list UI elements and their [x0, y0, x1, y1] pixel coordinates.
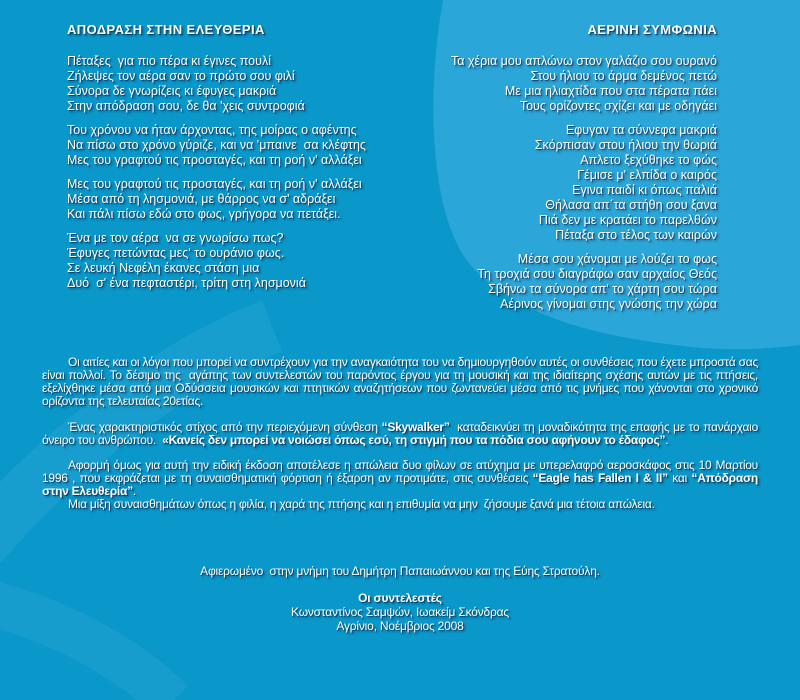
lyric-line: Πέταξες για πιο πέρα κι έγινες πουλί [67, 54, 271, 68]
lyric-line: Μέσα σου χάνομαι με λούζει το φως [517, 252, 717, 266]
lyric-line: Γέμισε μ' ελπίδα ο καιρός [577, 168, 717, 182]
credits-block [0, 592, 800, 633]
lyric-line: Και πάλι πίσω εδώ στο φως, γρήγορα να πετάξει. [67, 207, 341, 221]
stanza [451, 123, 717, 243]
stanza [67, 123, 366, 168]
body-text: και [667, 471, 692, 486]
lyric-line: Μες του γραφτού τις προσταγές, και τη ροή ν' αλλάξει [67, 153, 362, 167]
lyric-line: Πιά δεν με κρατάει το παρελθών [538, 213, 717, 227]
lyric-line: Απλετο ξεχύθηκε το φώς [580, 153, 717, 167]
lyric-line: Τους ορίζοντες σχίζει και με οδηγάει [519, 99, 717, 113]
lyric-line: Θήλασα απ΄τα στήθη σου ξανα [545, 198, 717, 212]
stanza [67, 231, 366, 291]
body-text: Μια μίξη συναισθημάτων όπως η φιλία, η χαρά της πτήσης και η επιθυμία να μην ζήσουμε ξανά μια τέτοια απώλεια. [68, 497, 655, 512]
lyric-line: Πέταξα στο τέλος των καιρών [555, 228, 717, 242]
lyric-line: Εγινα παιδί κι όπως παλιά [572, 183, 717, 197]
song-left [67, 22, 366, 300]
lyric-line: Στην απόδραση σου, δε θα 'χεις συντροφιά [67, 99, 305, 113]
liner-paragraph-2 [42, 421, 758, 447]
emphasized-text: “Απόδραση στην Ελευθερία” [42, 471, 758, 499]
lyric-line: Με μια ηλιαχτίδα που στα πέρατα πάει [504, 84, 717, 98]
body-text: καταδεικνύει τη μοναδικότητα της επαφής με το πανάρχαιο όνειρο του ανθρώπου. [42, 419, 759, 447]
lyric-line: Εφυγαν τα σύννεφα μακριά [565, 123, 717, 137]
lyric-line: Δυό σ' ένα πεφταστέρι, τρίτη στη λησμονιά [67, 276, 306, 290]
lyric-line: Του χρόνου να ήταν άρχοντας, της μοίρας ο αφέντης [67, 123, 357, 137]
stanza [451, 54, 717, 114]
credits-heading: Οι συντελεστές [358, 591, 442, 605]
song-right-title: ΑΕΡΙΝΗ ΣΥΜΦΩΝΙΑ [587, 22, 717, 37]
song-left-title: ΑΠΟΔΡΑΣΗ ΣΤΗΝ ΕΛΕΥΘΕΡΙΑ [67, 22, 265, 37]
lyric-line: Τη τροχιά σου διαγράφω σαν αρχαίος Θεός [477, 267, 717, 281]
body-text: . [132, 484, 136, 499]
credits-names: Κωνσταντίνος Σαμψών, Ιωακείμ Σκόνδρας [291, 604, 509, 619]
stanza [67, 54, 366, 114]
song-right [451, 22, 717, 321]
lyric-line: Σύνορα δε γνωρίζεις κι έφυγες μακριά [67, 84, 277, 98]
credits-place-date: Αγρίνιο, Νοέμβριος 2008 [336, 618, 464, 633]
lyric-line: Μες του γραφτού τις προσταγές, και τη ροή ν' αλλάξει [67, 177, 362, 191]
emphasized-text: «Κανείς δεν μπορεί να νοιώσει όπως εσύ, τη στιγμή που τα πόδια σου αφήνουν το έδαφος” [162, 432, 666, 447]
lyric-line: Σβήνω τα σύνορα απ' το χάρτη σου τώρα [488, 282, 717, 296]
lyric-line: Σε λευκή Νεφέλη έκανες στάση μια [67, 261, 260, 275]
dedication-line: Αφιερωμένο στην μνήμη του Δημήτρη Παπαιωάννου και της Εύης Στρατούλη. [200, 564, 600, 578]
body-text: Αφορμή όμως για αυτή την ειδική έκδοση αποτέλεσε η απώλεια δυο φίλων σε ατύχημα με υπερελαφρό αεροσκάφος στις 10 Μαρτίου 1996 , που εκφράζεται με τη συναισθηματική φόρτιση ή έξαρση αν προτιμάτε, στις συνθέσεις [42, 458, 758, 486]
body-text: Οι αιτίες και οι λόγοι που μπορεί να συντρέχουν για την αναγκαιότητα του να δημιουργηθούν αυτές οι συνθέσεις που έχετε μπροστά σας είναι πολλοί. Το δέσιμο της αγάπης των συντελεστών του παρόντος έργου για τη μουσική και της ιδιαίτερης σχέσης αυτών με τις πτήσεις, εξελίχθηκε μέσα από μια Οδύσσεια μουσικών και πτητικών αναζητήσεων που ζωντανεύει μέσα από τις μνήμες που χάνονται στο χρονικό ορίζοντα της τελευταίας 20ετίας. [42, 355, 758, 408]
lyric-line: Ένα με τον αέρα να σε γνωρίσω πως? [67, 231, 284, 245]
lyric-line: Τα χέρια μου απλώνω στον γαλάζιο σου ουρανό [450, 54, 717, 68]
stanza [451, 252, 717, 312]
song-left-lyrics [67, 54, 366, 291]
stanza [67, 177, 366, 222]
liner-paragraph-4 [42, 498, 758, 511]
lyric-line: Αέρινος γίνομαι στης γνώσης την χώρα [500, 297, 717, 311]
body-text: . [665, 432, 669, 447]
body-text: Ένας χαρακτηριστικός στίχος από την περιεχόμενη σύνθεση [68, 419, 382, 434]
song-right-lyrics [451, 54, 717, 312]
lyric-line: Ζήλεψες τον αέρα σαν το πρώτο σου φιλί [67, 69, 295, 83]
lyric-line: Να πίσω στο χρόνο γύριζε, και να 'μπαινε σα κλέφτης [67, 138, 366, 152]
liner-notes [42, 356, 758, 511]
lyric-line: Έφυγες πετώντας μες' το ουράνιο φως. [67, 246, 285, 260]
lyric-line: Στου ήλιου το άρμα δεμένος πετώ [530, 69, 717, 83]
liner-paragraph-1 [42, 356, 758, 408]
emphasized-text: “Eagle has Fallen I & II” [532, 471, 668, 486]
emphasized-text: “Skywalker” [381, 419, 450, 434]
lyric-line: Σκόρπισαν στου ήλιου την θωριά [534, 138, 717, 152]
liner-paragraph-3 [42, 459, 758, 498]
lyric-line: Μέσα από τη λησμονιά, με θάρρος να σ' αδράξει [67, 192, 336, 206]
